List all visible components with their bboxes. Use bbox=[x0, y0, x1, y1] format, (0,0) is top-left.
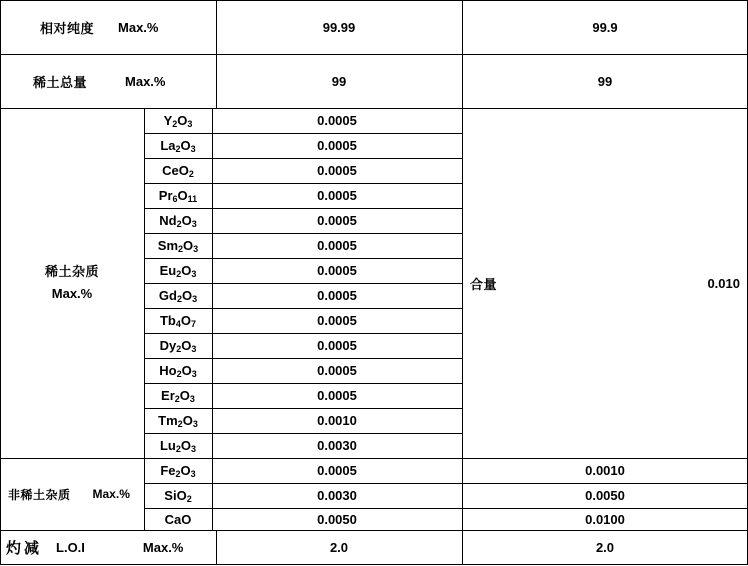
formula-oxygen: O bbox=[177, 188, 188, 203]
non-re-unit: Max.% bbox=[92, 487, 130, 501]
re-total-label: 合量 bbox=[470, 276, 498, 292]
re-impurities-label: 稀土杂质 bbox=[44, 264, 99, 279]
formula-oxygen: O bbox=[181, 511, 192, 527]
value-gd2o3: 0.0005 bbox=[317, 288, 357, 303]
loi-label: 灼减 bbox=[6, 539, 43, 557]
formula-base: Si bbox=[164, 488, 177, 503]
purity-grade-a: 99.99 bbox=[322, 19, 356, 35]
formula-base: Y bbox=[163, 113, 173, 128]
value-y2o3: 0.0005 bbox=[317, 113, 357, 128]
purity-unit: Max.% bbox=[118, 19, 159, 35]
value-sm2o3: 0.0005 bbox=[317, 238, 357, 253]
formula-oxygen: O bbox=[183, 238, 194, 253]
re-impurities-unit: Max.% bbox=[51, 286, 93, 301]
formula-oxygen: O bbox=[181, 338, 192, 353]
loi-grade-b: 2.0 bbox=[595, 539, 615, 555]
formula-base: Tb bbox=[159, 313, 176, 328]
formula-base: Fe bbox=[160, 463, 176, 478]
value-fe2o3-b: 0.0010 bbox=[585, 463, 625, 478]
formula-dy2o3: Dy $_2$ O $_3$ bbox=[159, 338, 197, 354]
value-fe2o3-a: 0.0005 bbox=[317, 463, 357, 478]
formula-base: Er bbox=[161, 388, 175, 403]
purity-label: 相对纯度 bbox=[40, 20, 95, 36]
formula-fe2o3: Fe $_2$ O $_3$ bbox=[160, 463, 196, 479]
formula-cao bbox=[144, 508, 212, 530]
formula-oxygen: O bbox=[179, 388, 190, 403]
formula-lu2o3: Lu $_2$ O $_3$ bbox=[159, 438, 197, 454]
treo-label: 稀土总量 bbox=[33, 74, 88, 90]
value-nd2o3: 0.0005 bbox=[317, 213, 357, 228]
loi-label-cell bbox=[0, 530, 216, 564]
formula-oxygen: O bbox=[181, 263, 192, 278]
formula-oxygen: O bbox=[180, 463, 191, 478]
formula-la2o3: La $_2$ O $_3$ bbox=[160, 138, 196, 154]
formula-base: Dy bbox=[159, 338, 177, 353]
formula-oxygen: O bbox=[180, 138, 191, 153]
non-re-label: 非稀土杂质 bbox=[8, 487, 71, 502]
purity-grade-b: 99.9 bbox=[592, 19, 618, 35]
rule-bottom bbox=[0, 564, 748, 565]
formula-oxygen: O bbox=[180, 313, 191, 328]
value-sio2-a: 0.0030 bbox=[317, 488, 357, 503]
value-la2o3: 0.0005 bbox=[317, 138, 357, 153]
value-cao-b: 0.0100 bbox=[585, 511, 625, 527]
value-tb4o7: 0.0005 bbox=[317, 313, 357, 328]
value-cao-a: 0.0050 bbox=[317, 511, 357, 527]
formula-base: La bbox=[160, 138, 176, 153]
treo-label-cell bbox=[0, 54, 216, 108]
treo-unit: Max.% bbox=[125, 73, 166, 89]
value-ho2o3: 0.0005 bbox=[317, 363, 357, 378]
loi-abbr: L.O.I bbox=[56, 539, 85, 555]
formula-ceo2: Ce O $_2$ bbox=[162, 163, 194, 179]
formula-base: Ce bbox=[162, 163, 179, 178]
formula-er2o3: Er $_2$ O $_3$ bbox=[161, 388, 195, 404]
formula-base: Nd bbox=[159, 213, 177, 228]
value-pr6o11: 0.0005 bbox=[317, 188, 357, 203]
formula-pr6o11: Pr $_6$ O $_{11}$ bbox=[158, 188, 198, 204]
formula-base: Eu bbox=[159, 263, 177, 278]
formula-oxygen: O bbox=[181, 363, 192, 378]
formula-base: Lu bbox=[159, 438, 176, 453]
formula-oxygen: O bbox=[178, 163, 189, 178]
formula-y2o3: Y $_2$ O $_3$ bbox=[163, 113, 193, 129]
formula-sio2: Si O $_2$ bbox=[164, 488, 192, 504]
non-re-label-cell bbox=[0, 458, 144, 530]
value-tm2o3: 0.0010 bbox=[317, 413, 357, 428]
formula-base: Gd bbox=[158, 288, 177, 303]
formula-sm2o3: Sm $_2$ O $_3$ bbox=[157, 238, 199, 254]
formula-base: Ho bbox=[159, 363, 177, 378]
value-eu2o3: 0.0005 bbox=[317, 263, 357, 278]
formula-tm2o3: Tm $_2$ O $_3$ bbox=[158, 413, 198, 429]
re-total-value: 0.010 bbox=[707, 275, 740, 291]
formula-tb4o7: Tb $_4$ O $_7$ bbox=[159, 313, 197, 329]
purity-label-cell bbox=[0, 0, 216, 54]
formula-nd2o3: Nd $_2$ O $_3$ bbox=[159, 213, 197, 229]
formula-oxygen: O bbox=[181, 213, 192, 228]
loi-grade-a: 2.0 bbox=[329, 539, 349, 555]
value-lu2o3: 0.0030 bbox=[317, 438, 357, 453]
formula-base: Pr bbox=[158, 188, 173, 203]
formula-eu2o3: Eu $_2$ O $_3$ bbox=[159, 263, 197, 279]
formula-ho2o3: Ho $_2$ O $_3$ bbox=[159, 363, 197, 379]
re-impurities-label-cell bbox=[0, 108, 144, 458]
value-sio2-b: 0.0050 bbox=[585, 488, 625, 503]
value-ceo2: 0.0005 bbox=[317, 163, 357, 178]
formula-oxygen: O bbox=[181, 288, 193, 303]
re-total-cell bbox=[462, 108, 748, 458]
formula-base: Sm bbox=[157, 238, 179, 253]
formula-oxygen: O bbox=[176, 488, 187, 503]
treo-grade-b: 99 bbox=[597, 73, 613, 89]
formula-oxygen: O bbox=[177, 113, 188, 128]
formula-oxygen: O bbox=[180, 438, 191, 453]
formula-gd2o3: Gd $_2$ O $_3$ bbox=[158, 288, 198, 304]
formula-base: Ca bbox=[164, 511, 182, 527]
treo-grade-a: 99 bbox=[331, 73, 347, 89]
value-dy2o3: 0.0005 bbox=[317, 338, 357, 353]
loi-unit: Max.% bbox=[142, 539, 184, 555]
formula-oxygen: O bbox=[182, 413, 193, 428]
value-er2o3: 0.0005 bbox=[317, 388, 357, 403]
formula-base: Tm bbox=[158, 413, 178, 428]
